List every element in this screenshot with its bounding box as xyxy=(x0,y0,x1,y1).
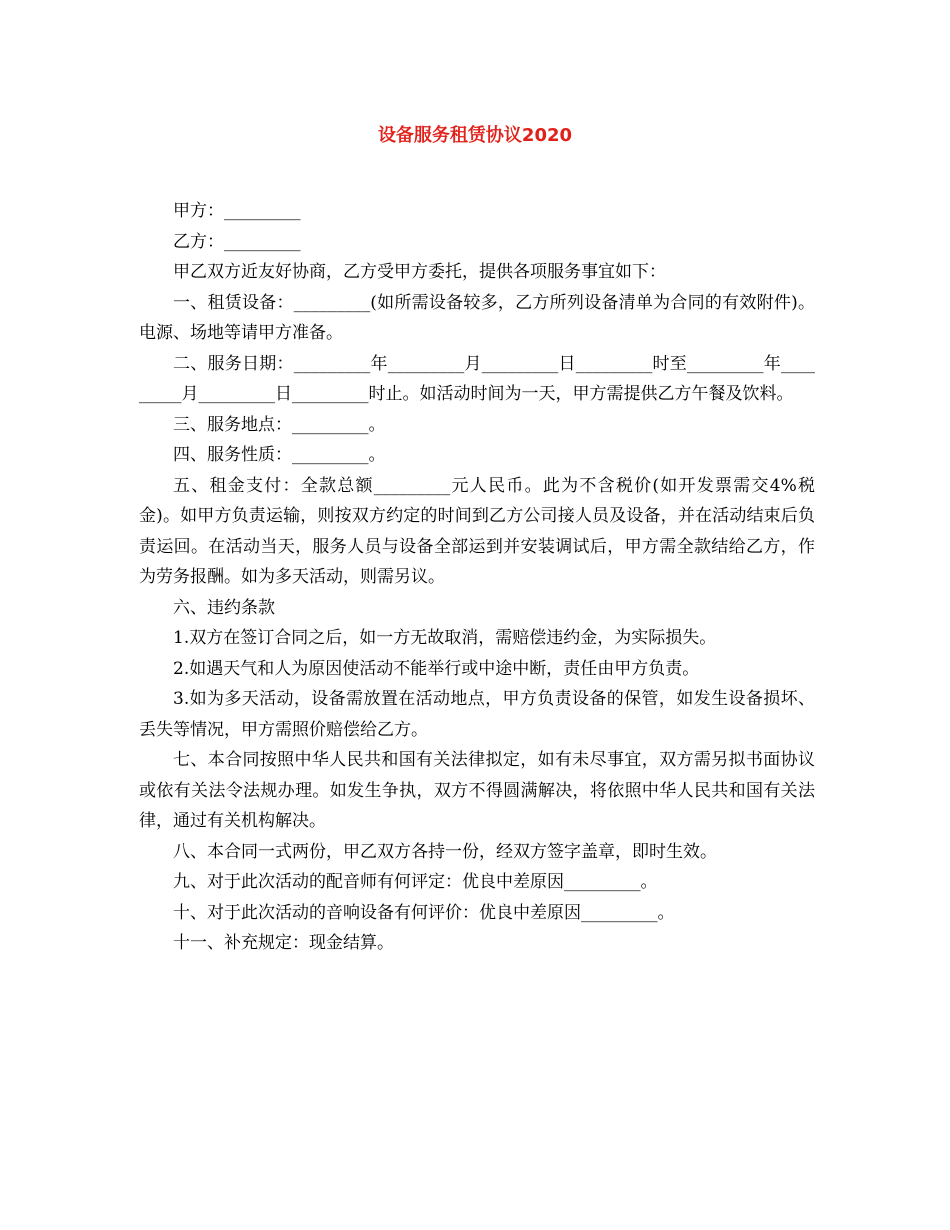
clause-10-sound-evaluation: 十、对于此次活动的音响设备有何评价：优良中差原因_________。 xyxy=(173,902,675,923)
clause-2-service-date: 二、服务日期：_________年_________月_________日_________时至_________年_________月_________日_________时止。如活动时间为一天，甲方需提供乙方午餐及饮料。 xyxy=(139,353,815,404)
clause-11-supplement: 十一、补充规定：现金结算。 xyxy=(173,933,394,953)
clause-5-payment: 五、租金支付：全款总额_________元人民币。此为不含税价(如开发票需交4%税金)。如甲方负责运输，则按双方约定的时间到乙方公司接人员及设备，并在活动结束后负责运回。在活动当天，服务人员与设备全部运到并安装调试后，甲方需全款结给乙方，作为劳务报酬。如为多天活动，则需另议。 xyxy=(139,475,815,587)
clause-1-equipment: 一、租赁设备：_________(如所需设备较多，乙方所列设备清单为合同的有效附件)。电源、场地等请甲方准备。 xyxy=(139,292,815,343)
intro-paragraph: 甲乙双方近友好协商，乙方受甲方委托，提供各项服务事宜如下： xyxy=(173,262,666,282)
clause-7-law: 七、本合同按照中华人民共和国有关法律拟定，如有未尽事宜，双方需另拟书面协议或依有关法令法规办理。如发生争执，双方不得圆满解决，将依照中华人民共和国有关法律，通过有关机构解决。 xyxy=(139,750,815,831)
party-a-line: 甲方：_________ xyxy=(173,201,301,221)
clause-6-breach-heading: 六、违约条款 xyxy=(173,597,275,618)
clause-3-service-location: 三、服务地点：_________。 xyxy=(173,414,386,435)
party-b-line: 乙方：_________ xyxy=(173,231,301,252)
document-title: 设备服务租赁协议2020 xyxy=(377,125,573,146)
document-body xyxy=(139,196,815,959)
breach-item-1: 1.双方在签订合同之后，如一方无故取消，需赔偿违约金，为实际损失。 xyxy=(173,628,717,648)
clause-9-voice-evaluation: 九、对于此次活动的配音师有何评定：优良中差原因_________。 xyxy=(173,872,658,892)
breach-item-2: 2.如遇天气和人为原因使活动不能举行或中途中断，责任由甲方负责。 xyxy=(173,658,700,679)
breach-item-3: 3.如为多天活动，设备需放置在活动地点，甲方负责设备的保管，如发生设备损坏、丢失等情况，甲方需照价赔偿给乙方。 xyxy=(139,689,815,740)
clause-4-service-nature: 四、服务性质：_________。 xyxy=(173,445,386,465)
clause-8-copies: 八、本合同一式两份，甲乙双方各持一份，经双方签字盖章，即时生效。 xyxy=(173,841,717,862)
